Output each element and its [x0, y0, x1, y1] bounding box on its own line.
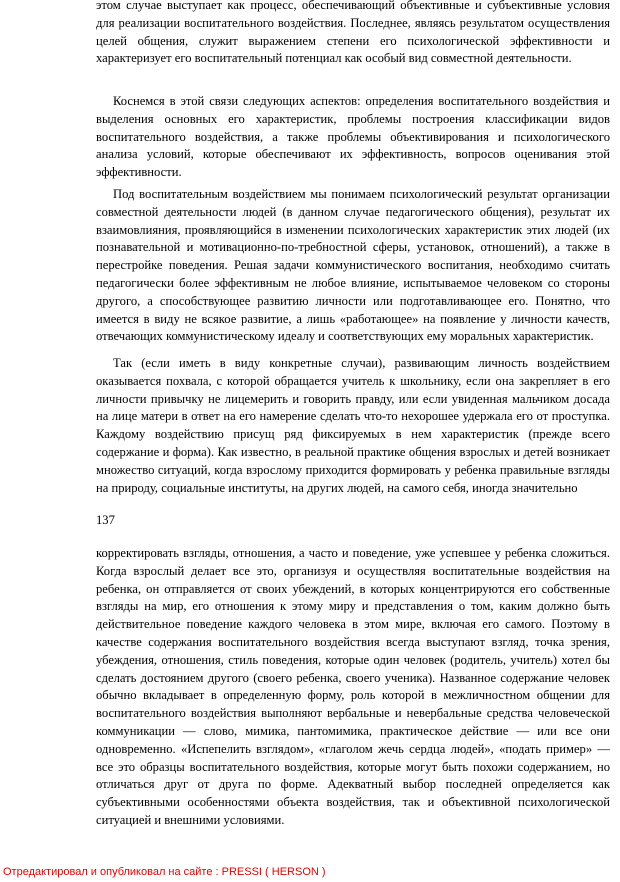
paragraph-4: Так (если иметь в виду конкретные случаи), развивающим личность воздействием оказывается похвала, с которой обращается учитель к школьнику, если она закрепляет в его личности привычку не лицемерить и говорить правду, или если увиденная мальчиком досада на лице матери в ответ на его намерение сделать что-то нехорошее удержала его от проступка. Каждому воздействию присущ ряд фиксируемых в нем характеристик (прежде всего содержание и форма). Как известно, в реальной практике общения взрослых и детей возникает множество ситуаций, когда взрослому приходится формировать у ребенка правильные взгляды на природу, социальные институты, на других людей, на самого себя, иногда значительно — [96, 356, 610, 495]
paragraph-1: этом случае выступает как процесс, обеспечивающий объективные и субъективные условия для реализации воспитательного воздействия. Последнее, являясь результатом осуществления целей общения, служит выражением степени его психологической эффективности и характеризует его воспитательный потенциал как особый вид совместной деятельности. — [96, 0, 610, 66]
page-number: 137 — [96, 513, 115, 527]
paragraph-5: корректировать взгляды, отношения, а часто и поведение, уже успевшее у ребенка сложиться. Когда взрослый делает все это, организуя и осуществляя воспитательные воздействия на ребенка, он отправляется от своих убеждений, в которых концентрируются его собственные взгляды на мир, его отношения к этому миру и представления о том, каким должно быть действительное поведение каждого человека в этом мире, включая его самого. Поэтому в качестве содержания воспитательного воздействия всегда выступают взгляд, точка зрения, убеждения, отношения, стиль поведения, которые один человек (родитель, учитель) хотел бы сделать достоянием другого (своего ребенка, своего ученика). Названное содержание человек обычно вкладывает в определенную форму, роль которой в межличностном общении для воспитательного воздействия выполняют вербальные и невербальные средства человеческой коммуникации — слово, мимика, пантомимика, практическое действие — или все они одновременно. «Испепелить взглядом», «глаголом жечь сердца людей», «подать пример» — все это образцы воспитательного воздействия, которые могут быть похожи содержанием, но отличаться друг от друга по форме. Адекватный выбор последней определяется как субъективными особенностями объекта воздействия, так и объективной психологической ситуацией и внешними условиями. — [96, 546, 610, 827]
footer-credit: Отредактировал и опубликовал на сайте : PRESSI ( HERSON ) — [3, 866, 326, 878]
paragraph-2: Коснемся в этой связи следующих аспектов: определения воспитательного воздействия и выделения основных его характеристик, проблемы построения классификации видов воспитательного воздействия, а также проблемы объективирования и психологического анализа условий, которые обеспечивают их эффективность, вопросов оценивания этой эффективности. — [96, 94, 610, 180]
paragraph-3: Под воспитательным воздействием мы понимаем психологический результат организации совместной деятельности людей (в данном случае педагогического общения), результат их взаимовлияния, проявляющийся в изменении психологических характеристик этих людей (их познавательной и мотивационно-по-требностной сферы, установок, отношений), а также в перестройке поведения. Решая задачи коммунистического воспитания, необходимо считать педагогически более эффективным не любое влияние, испытываемое человеком со стороны другого, а способствующее развитию личности или подготавливающее его. Понятно, что имеется в виду не всякое развитие, а лишь «работающее» на появление у личности качеств, отвечающих коммунистическому идеалу и соответствующих ему моральных характеристик. — [96, 187, 610, 344]
